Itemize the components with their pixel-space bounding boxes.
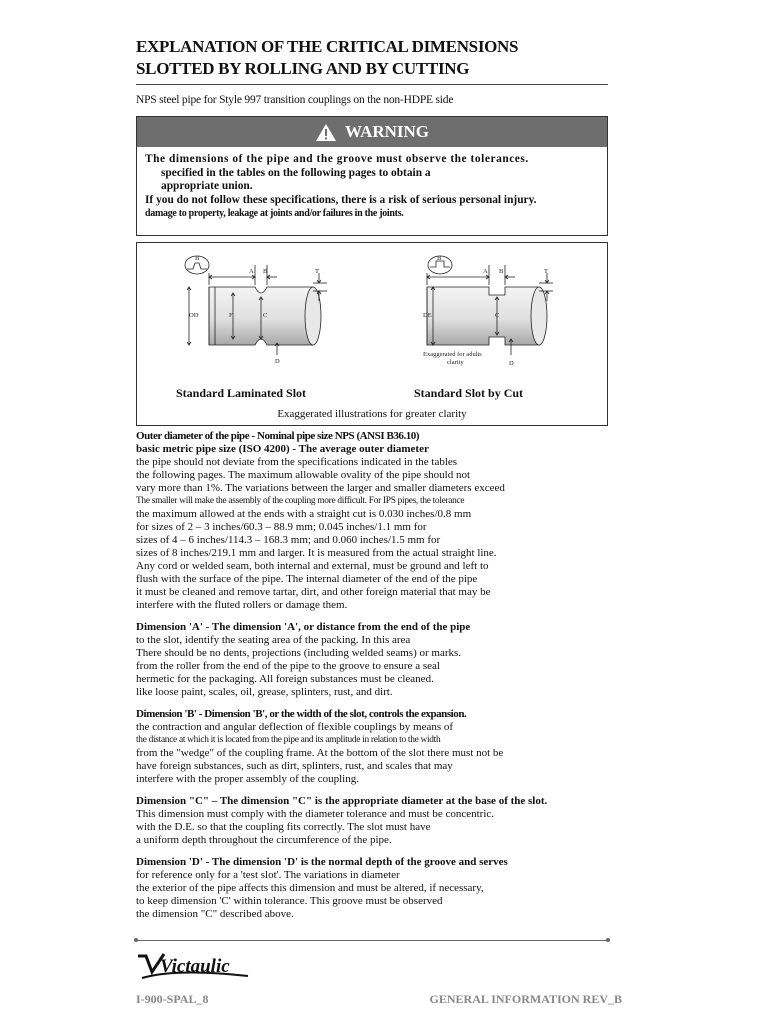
title-line-2: SLOTTED BY ROLLING AND BY CUTTING [136, 59, 470, 78]
section-line: interfere with the fluted rollers or damage them. [136, 599, 348, 611]
title-divider [136, 84, 608, 85]
section-line: like loose paint, scales, oil, grease, splinters, rust, and dirt. [136, 686, 393, 698]
section-line: Any cord or welded seam, both internal and external, must be ground and left to [136, 560, 489, 572]
section-line: a uniform depth throughout the circumference of the pipe. [136, 834, 392, 846]
section-line: the maximum allowed at the ends with a straight cut is 0.030 inches/0.8 mm [136, 508, 472, 520]
warning-title: WARNING [344, 122, 430, 141]
section-line: The smaller will make the assembly of the coupling more difficult. For IPS pipes, the tolerance [136, 496, 465, 506]
label-c: C [263, 312, 268, 319]
groove-diagram [137, 243, 607, 403]
figure-left-caption: Standard Laminated Slot [176, 386, 307, 400]
section [136, 856, 611, 921]
section-line: sizes of 4 – 6 inches/114.3 – 168.3 mm; and 0.060 inches/1.5 mm for [136, 534, 441, 546]
section [136, 621, 611, 699]
label-b2: B [499, 268, 504, 275]
label-c: C [495, 312, 500, 319]
section-line: interfere with the proper assembly of the coupling. [136, 773, 359, 785]
label-od: OD [189, 312, 199, 319]
section [136, 708, 611, 786]
section-line: the exterior of the pipe affects this dimension and must be altered, if necessary, [136, 882, 484, 894]
warning-line: specified in the tables on the following pages to obtain a [161, 166, 431, 179]
warning-triangle-icon [315, 123, 337, 142]
label-de: DE [423, 312, 432, 319]
label-a: A [249, 268, 254, 275]
section-line: for reference only for a 'test slot'. The variations in diameter [136, 869, 400, 881]
doc-number: I-900-SPAL_8 [136, 992, 209, 1006]
label-b: B [437, 255, 442, 262]
victaulic-logo [136, 950, 256, 987]
rolled-groove-drawing [185, 256, 327, 355]
section-line: the distance at which it is located from the pipe and its amplitude in relation to the width [136, 735, 441, 745]
body-text [136, 430, 611, 921]
warning-line: appropriate union. [161, 180, 253, 193]
section-line: for sizes of 2 – 3 inches/60.3 – 88.9 mm; 0.045 inches/1.1 mm for [136, 521, 427, 533]
label-t: T [315, 268, 319, 275]
warning-line: The dimensions of the pipe and the groove must observe the tolerances. [145, 153, 529, 165]
section-line: hermetic for the packaging. All foreign substances must be cleaned. [136, 673, 434, 685]
label-d: D [509, 360, 514, 367]
section-line: the contraction and angular deflection of flexible couplings by means of [136, 721, 454, 733]
figure-box [136, 242, 608, 426]
figure-caption: Exaggerated illustrations for greater clarity [277, 408, 467, 420]
section-line: vary more than 1%. The variations between the larger and smaller diameters exceed [136, 482, 505, 494]
footer-divider [136, 940, 608, 941]
section-line: from the roller from the end of the pipe to the groove to ensure a seal [136, 660, 440, 672]
warning-header [137, 117, 607, 147]
section-heading: Outer diameter of the pipe - Nominal pipe size NPS (ANSI B36.10) [136, 430, 420, 442]
section-line: sizes of 8 inches/219.1 mm and larger. It is measured from the actual straight line. [136, 547, 497, 559]
section-heading: Dimension 'B' - Dimension 'B', or the width of the slot, controls the expansion. [136, 708, 467, 720]
section-line: flush with the surface of the pipe. The internal diameter of the end of the pipe [136, 573, 478, 585]
section-line: the pipe should not deviate from the specifications indicated in the tables [136, 456, 458, 468]
title-line-1: EXPLANATION OF THE CRITICAL DIMENSIONS [136, 37, 519, 56]
logo-text: Victaulic [160, 956, 230, 977]
logo-mark [136, 950, 256, 982]
section-line: with the D.E. so that the coupling fits correctly. The slot must have [136, 821, 431, 833]
warning-text [145, 153, 600, 221]
section-heading: Dimension "C" – The dimension "C" is the appropriate diameter at the base of the slot. [136, 795, 548, 807]
section-heading: Dimension 'A' - The dimension 'A', or distance from the end of the pipe [136, 621, 471, 633]
section-line: the dimension "C" described above. [136, 908, 294, 920]
page-title [136, 36, 616, 80]
section-line: have foreign substances, such as dirt, splinters, rust, and scales that may [136, 760, 453, 772]
label-a: A [483, 268, 488, 275]
warning-box [136, 116, 608, 236]
section-line: the following pages. The maximum allowable ovality of the pipe should not [136, 469, 471, 481]
label-note-2: clarity [447, 359, 464, 366]
section-line: This dimension must comply with the diameter tolerance and must be concentric. [136, 808, 495, 820]
section-line: basic metric pipe size (ISO 4200) - The average outer diameter [136, 443, 429, 455]
section-line: to the slot, identify the seating area of the packing. In this area [136, 634, 411, 646]
label-t: T [544, 268, 548, 275]
label-note-1: Exaggerated for adults [423, 351, 482, 358]
section-heading: Dimension 'D' - The dimension 'D' is the normal depth of the groove and serves [136, 856, 508, 868]
label-b: B [195, 255, 200, 262]
cut-groove-drawing [427, 256, 553, 355]
section-line: to keep dimension 'C' within tolerance. This groove must be observed [136, 895, 443, 907]
section [136, 430, 611, 612]
section-line: There should be no dents, projections (including welded seams) or marks. [136, 647, 462, 659]
warning-line: damage to property, leakage at joints and/or failures in the joints. [145, 208, 404, 220]
warning-line: If you do not follow these specifications, there is a risk of serious personal injury. [145, 193, 537, 206]
section [136, 795, 611, 847]
doc-section: GENERAL INFORMATION REV_B [429, 992, 622, 1006]
section-line: from the "wedge" of the coupling frame. At the bottom of the slot there must not be [136, 747, 504, 759]
label-d: D [275, 358, 280, 365]
label-b2: B [263, 268, 268, 275]
subtitle: NPS steel pipe for Style 997 transition couplings on the non-HDPE side [136, 94, 454, 106]
figure-right-caption: Standard Slot by Cut [414, 386, 524, 400]
label-f: F [229, 312, 233, 319]
section-line: it must be cleaned and remove tartar, dirt, and other foreign material that may be [136, 586, 491, 598]
